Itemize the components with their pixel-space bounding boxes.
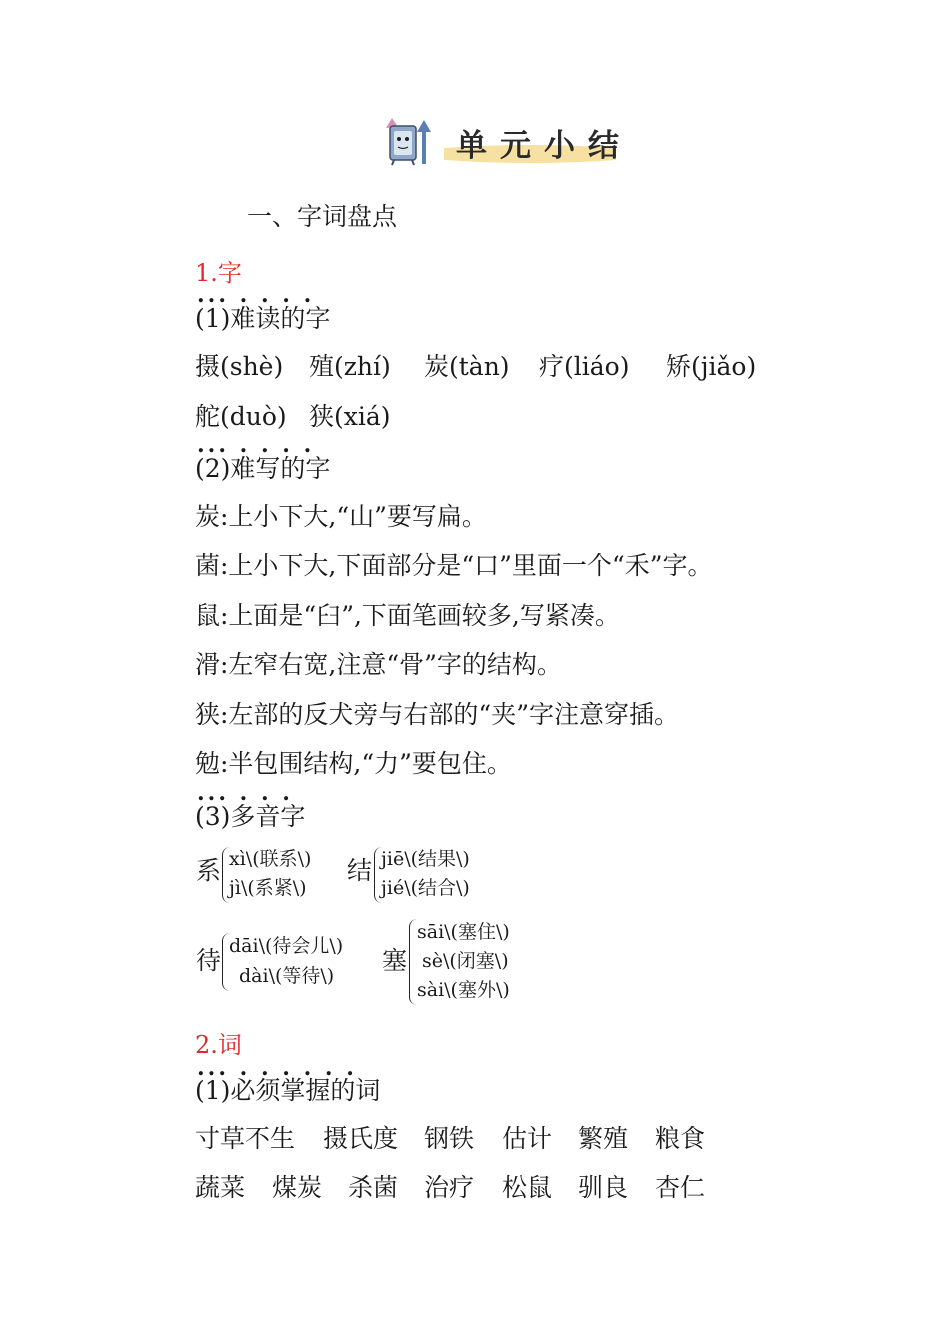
polyphonic-char: 待 — [196, 946, 222, 975]
sub-title-polyphonic: (3)多音字 — [195, 802, 306, 831]
mascot-book-icon — [380, 112, 440, 168]
banner-title: 单元小结 — [456, 128, 632, 164]
polyphonic-reading: jié\(结合\) — [381, 877, 470, 899]
sub-title-hard-to-read: (1)难读的字 — [195, 304, 331, 333]
hard-write-line: 勉:半包围结构,“力”要包住。 — [195, 749, 512, 778]
hard-read-char: 狭(xiá) — [309, 402, 391, 431]
part2-heading: 2.词 — [195, 1031, 242, 1059]
hard-read-char: 疗(liáo) — [539, 352, 630, 381]
vocab-word: 蔬菜 — [195, 1173, 246, 1202]
vocab-word: 繁殖 — [578, 1124, 629, 1153]
hard-write-line: 菌:上小下大,下面部分是“口”里面一个“禾”字。 — [195, 551, 713, 580]
hard-write-line: 滑:左窄右宽,注意“骨”字的结构。 — [195, 650, 562, 679]
part1-heading: 1.字 — [195, 259, 242, 287]
polyphonic-reading: jiē\(结果\) — [381, 848, 470, 870]
vocab-word: 钢铁 — [424, 1124, 475, 1153]
vocab-word: 杏仁 — [655, 1173, 706, 1202]
vocab-word: 松鼠 — [502, 1173, 553, 1202]
polyphonic-reading: sài\(塞外\) — [417, 979, 510, 1001]
hard-read-char: 炭(tàn) — [424, 352, 510, 381]
emphasis-dots: ... . . . . — [197, 282, 315, 308]
emphasis-dots: ... . . . . — [197, 432, 315, 458]
polyphonic-item — [196, 844, 336, 906]
polyphonic-item — [196, 930, 366, 992]
polyphonic-char: 结 — [347, 856, 373, 885]
section-title: 一、字词盘点 — [247, 202, 398, 231]
hard-write-line: 炭:上小下大,“山”要写扁。 — [195, 502, 487, 531]
polyphonic-char: 塞 — [382, 946, 408, 975]
vocab-word: 粮食 — [655, 1124, 706, 1153]
hard-write-line: 鼠:上面是“臼”,下面笔画较多,写紧凑。 — [195, 601, 620, 630]
hard-write-line: 狭:左部的反犬旁与右部的“夹”字注意穿插。 — [195, 700, 679, 729]
emphasis-dots: ... . . . — [197, 780, 293, 806]
vocab-word: 驯良 — [578, 1173, 629, 1202]
polyphonic-reading: dài\(等待\) — [239, 965, 335, 987]
brace-icon — [409, 919, 417, 1005]
polyphonic-item — [382, 916, 532, 1008]
polyphonic-reading: xì\(联系\) — [229, 848, 312, 870]
sub-title-must-master: (1)必须掌握的词 — [195, 1076, 381, 1105]
polyphonic-reading: sāi\(塞住\) — [417, 921, 510, 943]
vocab-word: 治疗 — [424, 1173, 475, 1202]
hard-read-char: 舵(duò) — [195, 402, 287, 431]
polyphonic-reading: dāi\(待会儿\) — [229, 935, 344, 957]
vocab-word: 估计 — [502, 1124, 553, 1153]
polyphonic-reading: sè\(闭塞\) — [422, 950, 509, 972]
hard-read-char: 矫(jiǎo) — [666, 352, 757, 381]
unit-summary-banner — [380, 112, 632, 170]
vocab-word: 寸草不生 — [195, 1124, 296, 1153]
emphasis-dots: ... . . . . . . — [197, 1055, 357, 1081]
vocab-word: 煤炭 — [272, 1173, 323, 1202]
hard-read-char: 摄(shè) — [195, 352, 284, 381]
sub-title-hard-to-write: (2)难写的字 — [195, 454, 331, 483]
polyphonic-char: 系 — [196, 856, 222, 885]
hard-read-char: 殖(zhí) — [309, 352, 391, 381]
vocab-word: 杀菌 — [348, 1173, 399, 1202]
polyphonic-reading: jì\(系紧\) — [229, 877, 307, 899]
vocab-word: 摄氏度 — [323, 1124, 399, 1153]
polyphonic-item — [347, 844, 497, 906]
